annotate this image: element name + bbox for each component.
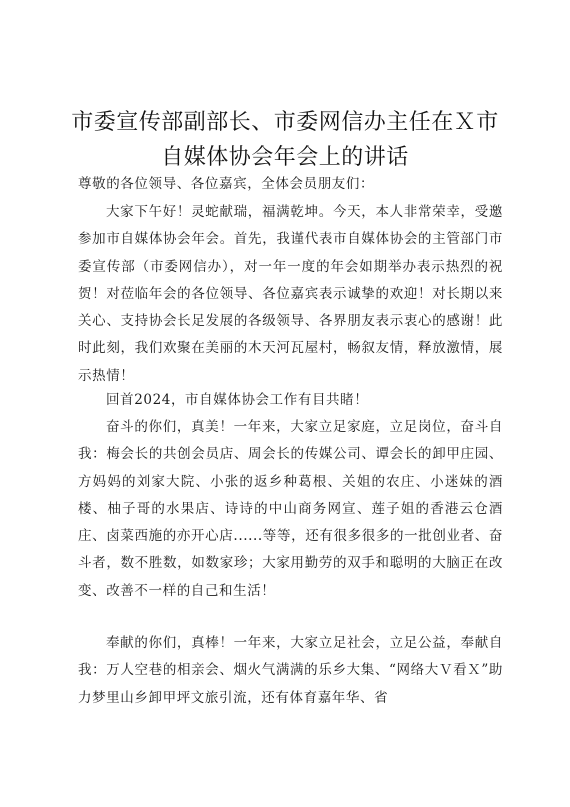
salutation: 尊敬的各位领导、各位嘉宾，全体会员朋友们： xyxy=(78,176,375,192)
paragraph-review-heading: 回首2024，市自媒体协会工作有目共睹！ xyxy=(106,392,369,408)
paragraph-opening: 大家下午好！灵蛇献瑞，福满乾坤。今天，本人非常荣幸，受邀参加市自媒体协会年会。首先，我谨代表市自媒体协会的主管部门市委宣传部（市委网信办），对一年一度的年会如期举办表示热烈的祝贺！对莅临年会的各位领导、各位嘉宾表示诚挚的欢迎！对长期以来关心、支持协会长足发展的各级领导、各界朋友表示衷心的感谢！此时此刻，我们欢聚在美丽的木天河瓦屋村，畅叙友情，释放激情，展示热情！ xyxy=(78,204,503,384)
document-title-line-1: 市委宣传部副部长、市委网信办主任在Ｘ市 xyxy=(71,110,499,135)
paragraph-striving: 奋斗的你们，真美！一年来，大家立足家庭，立足岗位，奋斗自我：梅会长的共创会员店、周会长的传媒公司、谭会长的卸甲庄园、方妈妈的刘家大院、小张的返乡种葛根、关姐的农庄、小迷妹的酒楼、柚子哥的水果店、诗诗的中山商务网宣、莲子姐的香港云仓酒庄、卤菜西施的亦开心店......等等，还有很多很多的一批创业者、奋斗者，数不胜数，如数家珍；大家用勤劳的双手和聪明的大脑正在改变、改善不一样的自己和生活！ xyxy=(78,419,503,599)
paragraph-dedication: 奉献的你们，真棒！一年来，大家立足社会，立足公益，奉献自我：万人空巷的相亲会、烟火气满满的乐乡大集、“网络大Ｖ看Ｘ”助力梦里山乡卸甲坪文旅引流，还有体育嘉年华、省 xyxy=(78,635,503,706)
document-title-line-2: 自媒体协会年会上的讲话 xyxy=(161,145,409,170)
